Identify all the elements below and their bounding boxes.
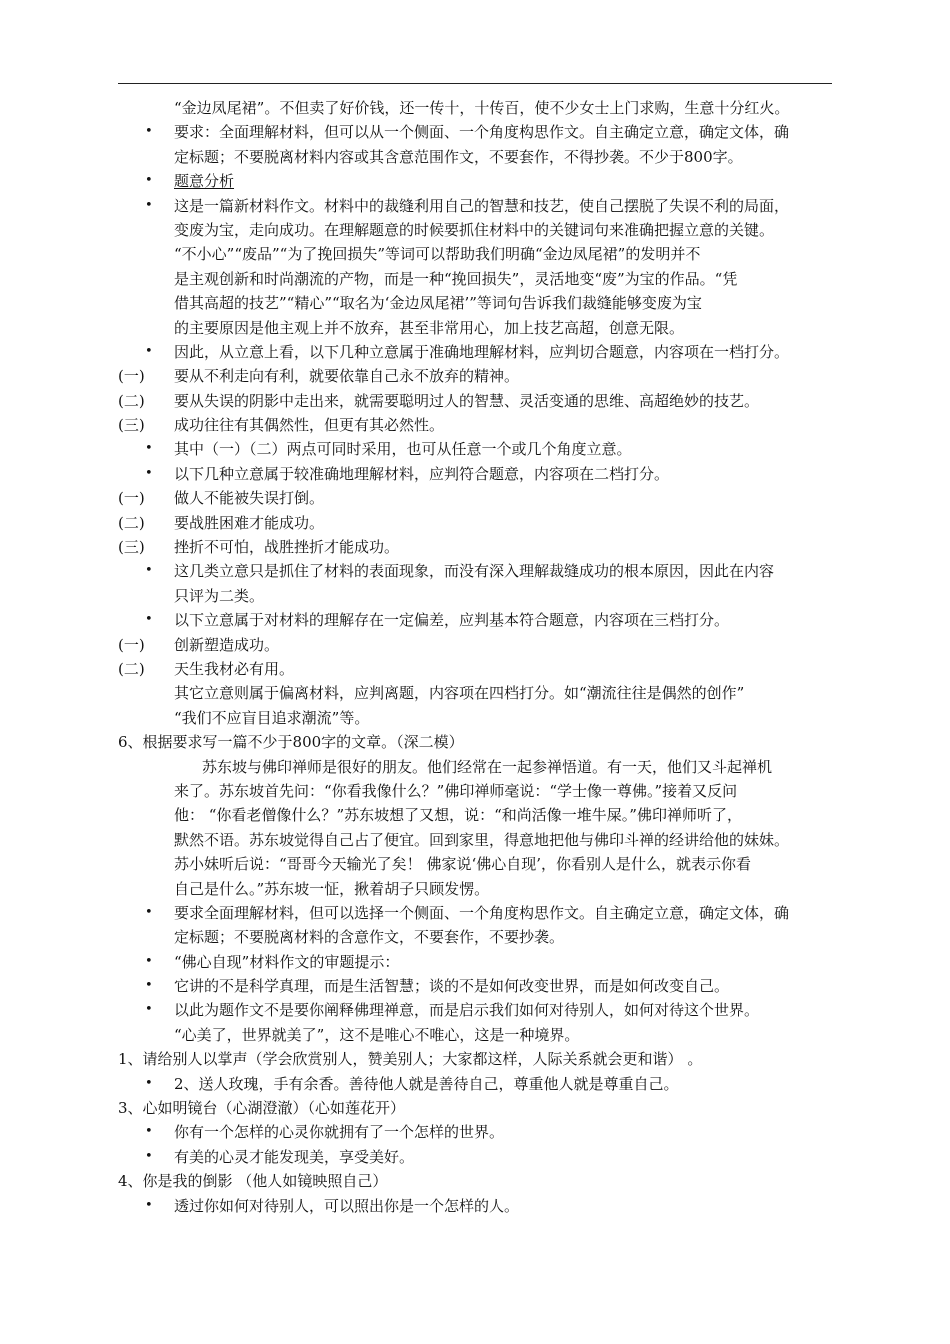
bullet-item <box>118 194 838 218</box>
bullet-icon: • <box>145 1148 153 1164</box>
bullet-text: 这是一篇新材料作文。材料中的裁缝利用自己的智慧和技艺，使自己摆脱了失误不利的局面， <box>174 196 790 215</box>
bullet-text: 其中（一）（二）两点可同时采用，也可从任意一个或几个角度立意。 <box>174 440 632 459</box>
heading-line <box>118 1096 838 1120</box>
line-text: “我们不应盲目追求潮流”等。 <box>174 708 370 727</box>
line-text: 苏小妹听后说：“哥哥今天输光了矣！ 佛家说‘佛心自现’，你看别人是什么，就表示你看 <box>174 855 751 874</box>
bullet-icon: • <box>145 953 153 969</box>
numbered-item <box>118 535 838 559</box>
numbered-text: 要从不利走向有利，就要依靠自己永不放弃的精神。 <box>174 367 520 386</box>
header-rule <box>118 83 832 84</box>
bullet-icon: • <box>145 124 153 140</box>
numbered-text: 成功往往有其偶然性，但更有其必然性。 <box>174 416 445 435</box>
heading-text: 3、心如明镜台（心湖澄澈）（心如莲花开） <box>118 1099 406 1118</box>
line-text: 变废为宝，走向成功。在理解题意的时候要抓住材料中的关键词句来准确把握立意的关键。 <box>174 220 775 239</box>
numbered-item <box>118 657 838 681</box>
numbered-text: 做人不能被失误打倒。 <box>174 489 325 508</box>
line-text: 是主观创新和时尚潮流的产物，而是一种“挽回损失”，灵活地变“废”为宝的作品。“凭 <box>174 269 738 288</box>
bullet-icon: • <box>145 1197 153 1213</box>
item-number: (一) <box>118 367 145 386</box>
bullet-item <box>118 462 838 486</box>
bullet-text: 它讲的不是科学真理，而是生活智慧；谈的不是如何改变世界，而是如何改变自己。 <box>174 977 730 996</box>
bullet-item <box>118 559 838 583</box>
line-text: 自己是什么。”苏东坡一怔，揪着胡子只顾发愣。 <box>174 879 490 898</box>
bullet-text: 有美的心灵才能发现美，享受美好。 <box>174 1147 415 1166</box>
bullet-text: 这几类立意只是抓住了材料的表面现象，而没有深入理解裁缝成功的根本原因，因此在内容 <box>174 562 775 581</box>
bullet-text: 透过你如何对待别人，可以照出你是一个怎样的人。 <box>174 1196 520 1215</box>
text-line <box>118 584 838 608</box>
text-line <box>118 1023 838 1047</box>
numbered-text: 创新塑造成功。 <box>174 635 280 654</box>
line-text: 定标题；不要脱离材料的含意作文，不要套作，不要抄袭。 <box>174 928 565 947</box>
numbered-item <box>118 633 838 657</box>
bullet-item <box>118 437 838 461</box>
item-number: (二) <box>118 391 145 410</box>
bullet-item <box>118 1194 838 1218</box>
heading-line <box>118 1169 838 1193</box>
text-line <box>118 852 838 876</box>
text-line <box>118 316 838 340</box>
text-line <box>118 803 838 827</box>
bullet-item <box>118 1072 838 1096</box>
bullet-text: “佛心自现”材料作文的审题提示： <box>174 952 400 971</box>
paragraph-text: 苏东坡与佛印禅师是很好的朋友。他们经常在一起参禅悟道。有一天，他们又斗起禅机 <box>202 757 773 776</box>
line-text: 来了。苏东坡首先问：“你看我像什么？”佛印禅师毫说：“学士像一尊佛。”接着又反问 <box>174 781 738 800</box>
line-text: “不小心”“废品”“为了挽回损失”等词可以帮助我们明确“金边凤尾裙”的发明并不 <box>174 245 701 264</box>
text-line <box>118 267 838 291</box>
numbered-text: 天生我材必有用。 <box>174 659 295 678</box>
bullet-text: 要求：全面理解材料，但可以从一个侧面、一个角度构思作文。自主确定立意，确定文体，确 <box>174 123 790 142</box>
bullet-icon: • <box>145 173 153 189</box>
line-text: 的主要原因是他主观上并不放弃，甚至非常用心，加上技艺高超，创意无限。 <box>174 318 685 337</box>
bullet-item <box>118 1120 838 1144</box>
numbered-text: 挫折不可怕，战胜挫折才能成功。 <box>174 538 400 557</box>
numbered-item <box>118 389 838 413</box>
line-text: 借其高超的技艺”“精心”“取名为‘金边凤尾裙’”等词句告诉我们裁缝能够变废为宝 <box>174 294 702 313</box>
bullet-icon: • <box>145 465 153 481</box>
document-body <box>118 96 838 1218</box>
heading-text: 1、请给别人以掌声（学会欣赏别人，赞美别人；大家都这样，人际关系就会更和谐） 。 <box>118 1050 703 1069</box>
bullet-text: 要求全面理解材料，但可以选择一个侧面、一个角度构思作文。自主确定立意，确定文体，确 <box>174 903 790 922</box>
section-heading: 题意分析 <box>174 172 235 191</box>
heading-line <box>118 1047 838 1071</box>
paragraph-first-line <box>118 755 838 779</box>
bullet-icon: • <box>145 904 153 920</box>
item-number: (一) <box>118 635 145 654</box>
line-text: “心美了，世界就美了”，这不是唯心不唯心，这是一种境界。 <box>174 1025 580 1044</box>
bullet-icon: • <box>145 612 153 628</box>
heading-line <box>118 730 838 754</box>
bullet-item <box>118 1145 838 1169</box>
bullet-item <box>118 169 838 193</box>
bullet-text: 以下立意属于对材料的理解存在一定偏差，应判基本符合题意，内容项在三档打分。 <box>174 611 730 630</box>
text-line <box>118 96 838 120</box>
line-text: 定标题；不要脱离材料内容或其含意范围作文，不要套作，不得抄袭。不少于800字。 <box>174 147 743 166</box>
numbered-item <box>118 364 838 388</box>
bullet-icon: • <box>145 441 153 457</box>
bullet-icon: • <box>145 563 153 579</box>
item-number: (三) <box>118 538 145 557</box>
bullet-icon: • <box>145 1002 153 1018</box>
text-line <box>118 145 838 169</box>
numbered-text: 要战胜困难才能成功。 <box>174 513 325 532</box>
line-text: 他： “你看老僧像什么？”苏东坡想了又想，说：“和尚活像一堆牛屎。”佛印禅师听了， <box>174 806 742 825</box>
numbered-item <box>118 486 838 510</box>
heading-text: 6、根据要求写一篇不少于800字的文章。（深二模） <box>118 733 464 752</box>
bullet-item <box>118 340 838 364</box>
item-number: (一) <box>118 489 145 508</box>
line-text: 默然不语。苏东坡觉得自己占了便宜。回到家里，得意地把他与佛印斗禅的经讲给他的妹妹。 <box>174 830 790 849</box>
numbered-item <box>118 413 838 437</box>
bullet-item <box>118 608 838 632</box>
line-text: 其它立意则属于偏离材料，应判离题，内容项在四档打分。如“潮流往往是偶然的创作” <box>174 684 745 703</box>
bullet-text: 你有一个怎样的心灵你就拥有了一个怎样的世界。 <box>174 1123 505 1142</box>
bullet-text: 以下几种立意属于较准确地理解材料，应判符合题意，内容项在二档打分。 <box>174 464 670 483</box>
text-line <box>118 706 838 730</box>
bullet-icon: • <box>145 978 153 994</box>
heading-text: 4、你是我的倒影 （他人如镜映照自己） <box>118 1172 388 1191</box>
item-number: (三) <box>118 416 145 435</box>
bullet-icon: • <box>145 1124 153 1140</box>
bullet-icon: • <box>145 1075 153 1091</box>
bullet-text: 2、送人玫瑰，手有余香。善待他人就是善待自己，尊重他人就是尊重自己。 <box>174 1074 679 1093</box>
numbered-item <box>118 511 838 535</box>
text-line <box>118 242 838 266</box>
bullet-text: 以此为题作文不是要你阐释佛理禅意，而是启示我们如何对待别人，如何对待这个世界。 <box>174 1001 760 1020</box>
numbered-text: 要从失误的阴影中走出来，就需要聪明过人的智慧、灵活变通的思维、高超绝妙的技艺。 <box>174 391 760 410</box>
bullet-item <box>118 950 838 974</box>
text-line <box>118 291 838 315</box>
bullet-item <box>118 901 838 925</box>
item-number: (二) <box>118 513 145 532</box>
bullet-text: 因此，从立意上看，以下几种立意属于准确地理解材料，应判切合题意，内容项在一档打分。 <box>174 342 790 361</box>
line-text: “金边凤尾裙”。不但卖了好价钱，还一传十，十传百，使不少女士上门求购，生意十分红火。 <box>174 99 790 117</box>
text-line <box>118 828 838 852</box>
text-line <box>118 779 838 803</box>
bullet-item <box>118 974 838 998</box>
item-number: (二) <box>118 659 145 678</box>
text-line <box>118 681 838 705</box>
bullet-item <box>118 998 838 1022</box>
text-line <box>118 925 838 949</box>
bullet-icon: • <box>145 197 153 213</box>
text-line <box>118 218 838 242</box>
bullet-icon: • <box>145 343 153 359</box>
bullet-item <box>118 120 838 144</box>
line-text: 只评为二类。 <box>174 586 265 605</box>
text-line <box>118 877 838 901</box>
